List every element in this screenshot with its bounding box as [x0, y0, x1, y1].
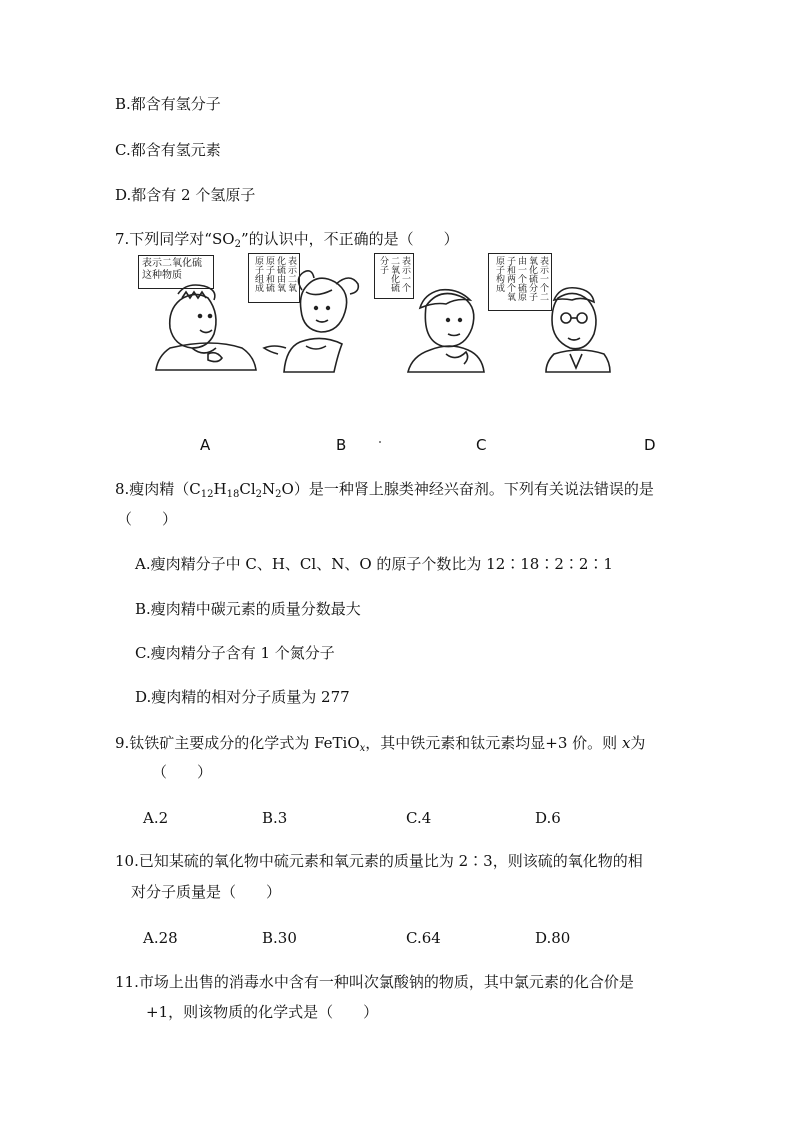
bubble-c: 表示一个二氧化硫分子	[374, 253, 414, 299]
q8-h: H	[213, 480, 227, 498]
q9-stem-text-end: 为	[630, 734, 646, 752]
q10-option-c: C.64	[406, 929, 441, 947]
q9-sub-x: x	[359, 743, 366, 754]
q8-option-d: D.瘦肉精的相对分子质量为 277	[135, 688, 350, 706]
q8-option-a: A.瘦肉精分子中 C、H、Cl、N、O 的原子个数比为 12∶18∶2∶2∶1	[135, 555, 613, 573]
bubble-d: 表示一个二氧化硫分子由一个硫原子和两个氧原子构成	[488, 253, 552, 311]
bubble-b: 表示二氧化硫由氧原子和硫原子组成	[248, 253, 300, 303]
q8-stem-text-end: O）是一种肾上腺类神经兴奋剂。下列有关说法错误的是	[281, 480, 654, 498]
q7-label-d: D	[644, 436, 656, 454]
q7-label-c: C	[476, 436, 487, 454]
q10-option-a: A.28	[143, 929, 178, 947]
q7-stem-text-end: ”的认识中，不正确的是（ ）	[240, 230, 459, 248]
q6-option-d: D.都含有 2 个氢原子	[115, 186, 256, 204]
q8-sub-n: 2	[275, 489, 282, 500]
q10-option-b: B.30	[262, 929, 297, 947]
q10-option-d: D.80	[535, 929, 571, 947]
q8-sub-h: 18	[226, 489, 240, 500]
q8-sub-c: 12	[200, 489, 214, 500]
q7-label-b: B	[336, 436, 347, 454]
q10-stem-cont: 对分子质量是（ ）	[131, 883, 282, 901]
q7-stem-subscript: 2	[234, 239, 241, 250]
q9-option-a: A.2	[143, 809, 169, 827]
q9-stem	[115, 733, 645, 753]
q9-stem-text-mid: ，其中铁元素和钛元素均显+3 价。则	[365, 734, 622, 752]
q10-stem: 10.已知某硫的氧化物中硫元素和氧元素的质量比为 2∶3，则该硫的氧化物的相	[115, 852, 643, 870]
q8-n: N	[262, 480, 276, 498]
q8-option-c: C.瘦肉精分子含有 1 个氮分子	[135, 644, 335, 662]
q8-sub-cl: 2	[255, 489, 263, 500]
q9-option-c: C.4	[406, 809, 432, 827]
q7-stem-text: 7.下列同学对“SO	[115, 230, 235, 248]
cartoon-students-illustration	[130, 250, 620, 375]
q8-answer-paren: （ ）	[117, 510, 178, 528]
q8-stem-text: 8.瘦肉精（C	[115, 480, 201, 498]
q7-figure	[130, 250, 620, 375]
q8-cl: Cl	[239, 480, 256, 498]
q7-stem	[115, 229, 459, 249]
q9-x: x	[621, 734, 631, 752]
bubble-a: 表示二氧化硫这种物质	[138, 255, 214, 289]
q8-option-b: B.瘦肉精中碳元素的质量分数最大	[135, 600, 361, 618]
q8-stem	[115, 479, 654, 499]
q9-option-b: B.3	[262, 809, 288, 827]
q9-option-d: D.6	[535, 809, 561, 827]
q9-answer-paren: （ ）	[152, 763, 213, 781]
q7-label-a: A	[200, 436, 211, 454]
q9-stem-text: 9.钛铁矿主要成分的化学式为 FeTiO	[115, 734, 360, 752]
q6-option-c: C.都含有氢元素	[115, 141, 221, 159]
q11-stem: 11.市场上出售的消毒水中含有一种叫次氯酸钠的物质，其中氯元素的化合价是	[115, 973, 634, 991]
q6-option-b: B.都含有氢分子	[115, 95, 221, 113]
q11-stem-cont: +1，则该物质的化学式是（ ）	[146, 1003, 379, 1021]
stray-dot	[379, 441, 381, 443]
